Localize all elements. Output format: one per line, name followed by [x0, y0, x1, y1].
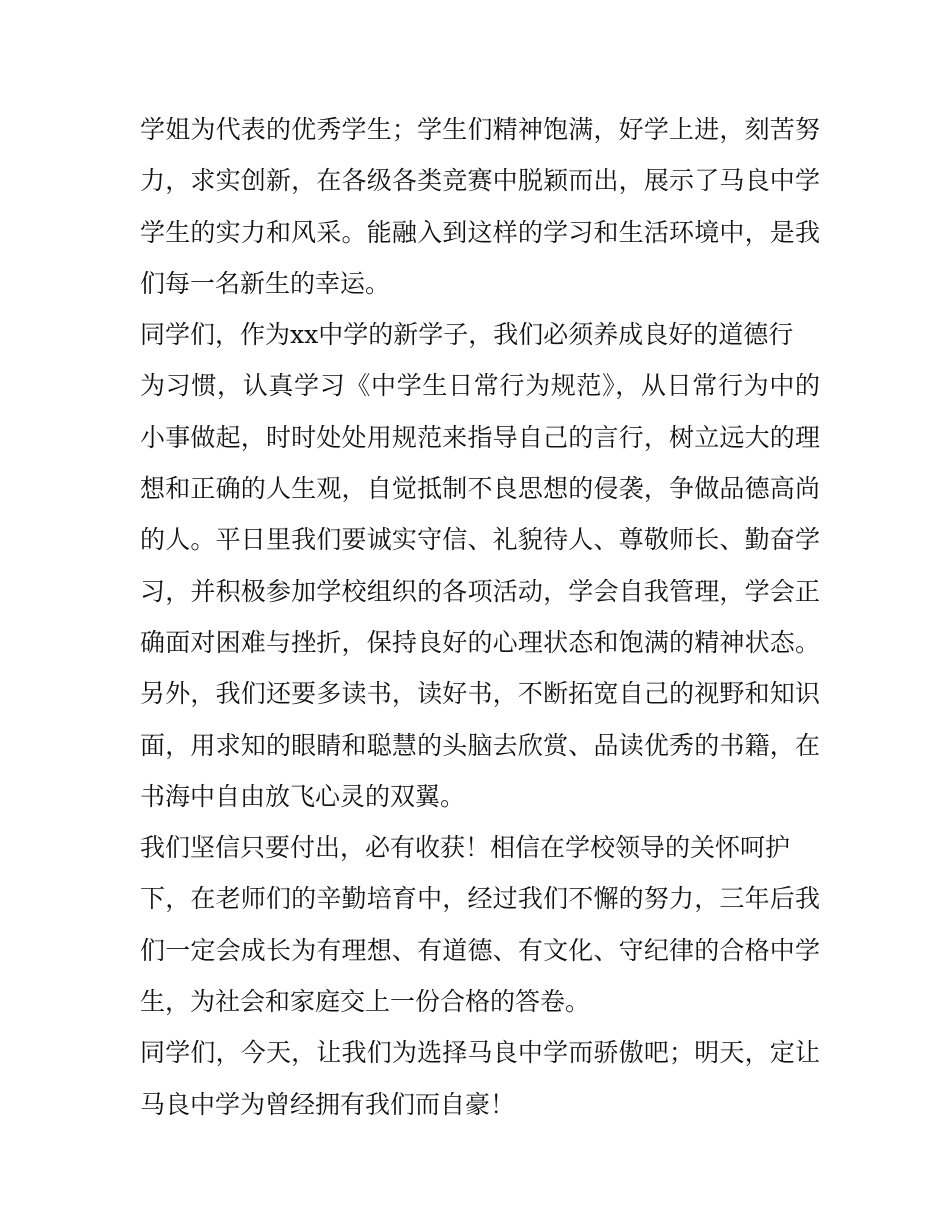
text-line: 学姐为代表的优秀学生；学生们精神饱满，好学上进，刻苦努 [140, 115, 820, 144]
text-line: 另外，我们还要多读书，读好书，不断拓宽自己的视野和知识 [140, 679, 820, 709]
text-line: 生，为社会和家庭交上一份合格的答卷。 [140, 987, 591, 1017]
text-line: 同学们，今天，让我们为选择马良中学而骄傲吧；明天，定让 [140, 1038, 820, 1068]
text-line: 书海中自由放飞心灵的双翼。 [140, 781, 466, 811]
text-line: 们一定会成长为有理想、有道德、有文化、守纪律的合格中学 [140, 935, 820, 965]
text-line: 想和正确的人生观，自觉抵制不良思想的侵袭，争做品德高尚 [140, 474, 820, 504]
text-line: 小事做起，时时处处用规范来指导自己的言行，树立远大的理 [140, 422, 820, 452]
text-line: 马良中学为曾经拥有我们而自豪！ [140, 1089, 516, 1119]
paragraph-5 [140, 1027, 820, 1130]
text-line: 确面对困难与挫折，保持良好的心理状态和饱满的精神状态。 [140, 627, 820, 657]
text-line: 习，并积极参加学校组织的各项活动，学会自我管理，学会正 [140, 576, 820, 606]
text-line: 面，用求知的眼睛和聪慧的头脑去欣赏、品读优秀的书籍，在 [140, 730, 820, 760]
text-line: 们每一名新生的幸运。 [140, 268, 391, 298]
text-line: 学生的实力和风采。能融入到这样的学习和生活环境中，是我 [140, 217, 820, 247]
paragraph-4 [140, 822, 820, 1027]
text-line: 力，求实创新，在各级各类竞赛中脱颖而出，展示了马良中学 [140, 166, 820, 196]
paragraph-3 [140, 668, 820, 822]
text-line: 的人。平日里我们要诚实守信、礼貌待人、尊敬师长、勤奋学 [140, 525, 820, 555]
text-line: 我们坚信只要付出，必有收获！相信在学校领导的关怀呵护 [140, 833, 791, 863]
text-line: 下，在老师们的辛勤培育中，经过我们不懈的努力，三年后我 [140, 884, 820, 914]
document-body [140, 104, 820, 1130]
paragraph-1 [140, 104, 820, 309]
paragraph-2 [140, 309, 820, 668]
text-line: 为习惯，认真学习《中学生日常行为规范》，从日常行为中的 [140, 371, 820, 401]
text-line: 同学们，作为xx中学的新学子，我们必须养成良好的道德行 [140, 320, 794, 350]
